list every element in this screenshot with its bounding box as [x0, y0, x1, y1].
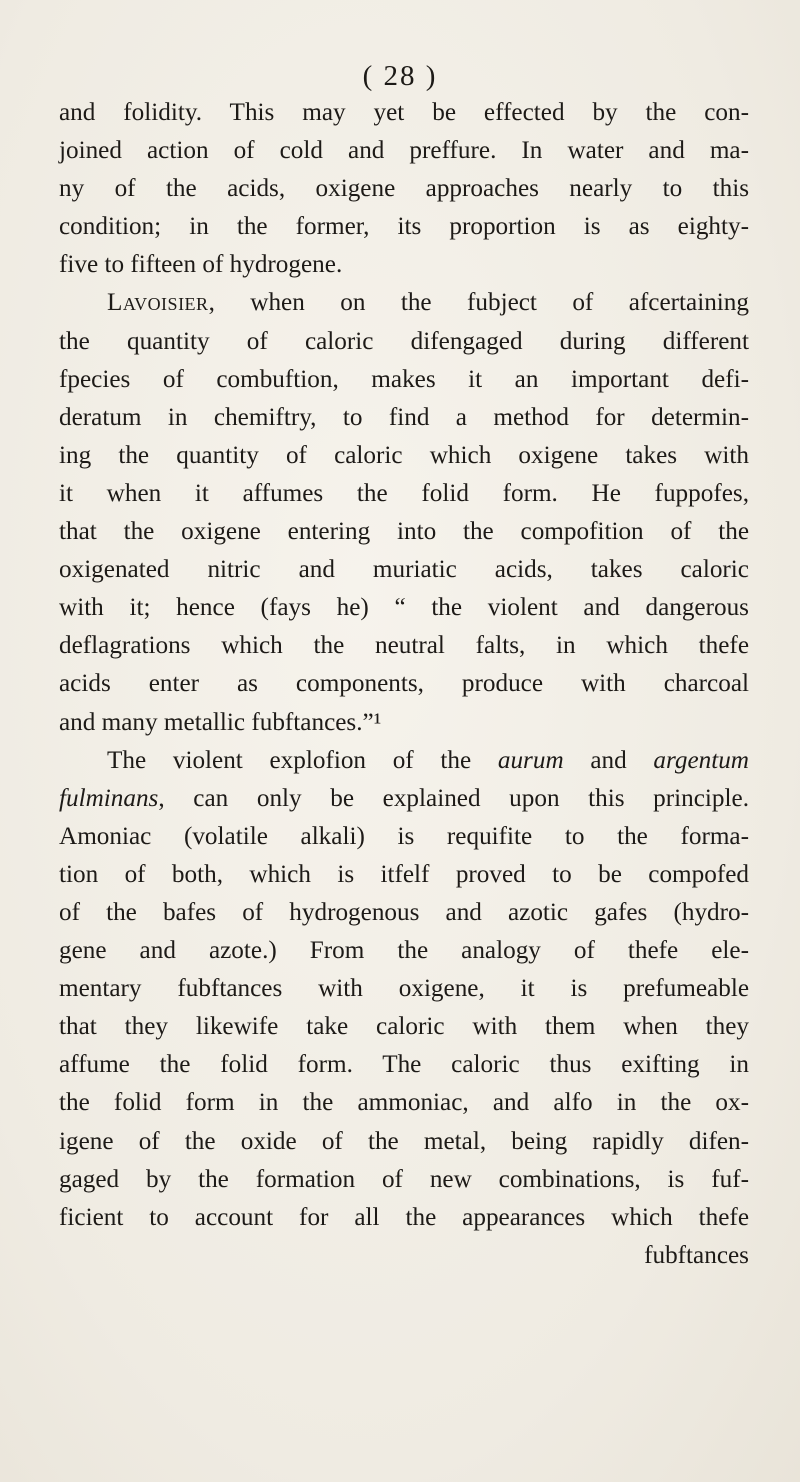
text-line: condition; in the former, its proportion is as eighty- [59, 213, 749, 241]
line-rest: , can only be explained upon this principle. [158, 784, 749, 812]
text-line: oxigenated nitric and muriatic acids, takes caloric [59, 556, 749, 584]
text-line: deratum in chemiftry, to find a method for determin- [59, 403, 749, 431]
text-line: deflagrations which the neutral falts, in which thefe [59, 632, 749, 660]
text-line: Amoniac (volatile alkali) is requifite to the forma- [59, 822, 749, 850]
text-line: tion of both, which is itfelf proved to be compofed [59, 860, 749, 888]
text-line: fpecies of combuftion, makes it an important defi- [59, 365, 749, 393]
text-line: ny of the acids, oxigene approaches nearly to this [59, 175, 749, 203]
text-line: the quantity of caloric difengaged during different [59, 327, 749, 355]
text-line: gene and azote.) From the analogy of thefe ele- [59, 937, 749, 965]
italic-term: aurum [497, 746, 564, 774]
text-line: five to fifteen of hydrogene. [59, 251, 343, 279]
text-line: it when it affumes the folid form. He fuppofes, [59, 479, 749, 507]
text-line: joined action of cold and preffure. In water and ma- [59, 137, 749, 165]
author-name: Lavoisier [107, 289, 209, 317]
line-start: The violent explofion of the [107, 746, 498, 774]
catchword: fubftances [644, 1241, 749, 1269]
italic-term: fulminans [59, 784, 159, 812]
page-number: ( 28 ) [362, 60, 438, 92]
text-line: igene of the oxide of the metal, being rapidly difen- [59, 1127, 749, 1155]
text-line: and folidity. This may yet be effected by the con- [59, 99, 749, 126]
text-line: ficient to account for all the appearances which thefe [59, 1203, 749, 1231]
text-line: of the bafes of hydrogenous and azotic gafes (hydro- [59, 898, 749, 926]
body-text [59, 94, 749, 1275]
text-line: mentary fubftances with oxigene, it is prefumeable [59, 975, 749, 1003]
text-line: and many metallic fubftances.”¹ [59, 708, 382, 736]
text-line [59, 742, 749, 780]
text-line: with it; hence (fays he) “ the violent and dangerous [59, 594, 749, 622]
text-line: gaged by the formation of new combinations, is fuf- [59, 1165, 749, 1193]
text-line [59, 780, 749, 818]
line-rest: , when on the fubject of afcertaining [208, 289, 749, 317]
text-line: that the oxigene entering into the compofition of the [59, 518, 749, 546]
text-line: the folid form in the ammoniac, and alfo in the ox- [59, 1089, 749, 1117]
text-line [59, 284, 749, 322]
text-line: affume the folid form. The caloric thus exifting in [59, 1051, 749, 1079]
text-line: acids enter as components, produce with charcoal [59, 670, 749, 698]
text-line: ing the quantity of caloric which oxigene takes with [59, 441, 749, 469]
line-mid: and [563, 746, 654, 774]
text-line: that they likewife take caloric with them when they [59, 1013, 749, 1041]
italic-term: argentum [653, 746, 749, 774]
